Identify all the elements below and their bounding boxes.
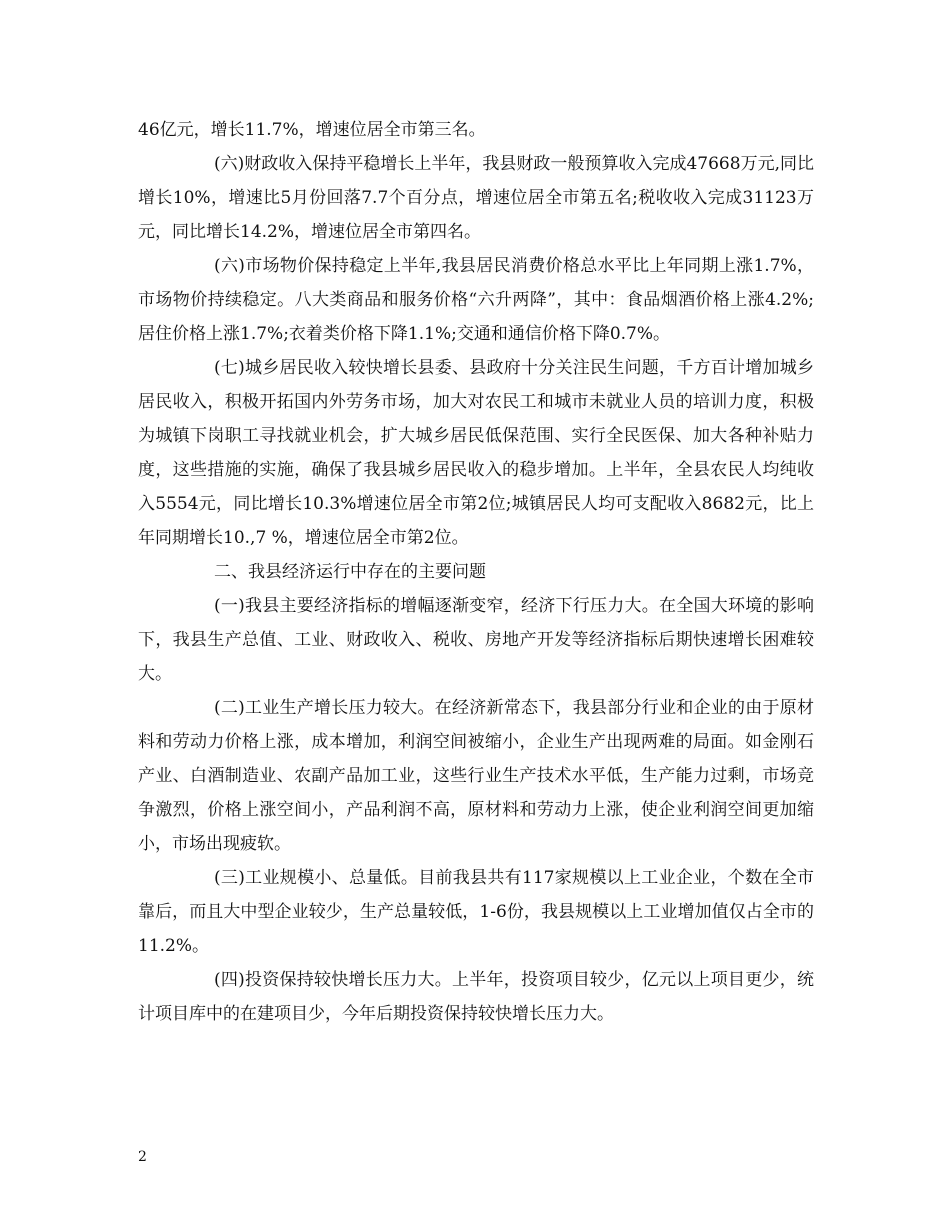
paragraph-problem-4: (四)投资保持较快增长压力大。上半年，投资项目较少，亿元以上项目更少，统计项目库中的在建项目少，今年后期投资保持较快增长压力大。	[138, 970, 814, 1024]
section-heading-main-problems: 二、我县经济运行中存在的主要问题	[214, 562, 486, 582]
paragraph-market-prices: (六)市场物价保持稳定上半年,我县居民消费价格总水平比上年同期上涨1.7%，市场物价持续稳定。八大类商品和服务价格“六升两降”，其中：食品烟酒价格上涨4.2%;居住价格上涨1.7%;衣着类价格下降1.1%;交通和通信价格下降0.7%。	[138, 256, 814, 344]
paragraph-continuation: 46亿元，增长11.7%，增速位居全市第三名。	[138, 120, 486, 140]
paragraph-problem-2: (二)工业生产增长压力较大。在经济新常态下，我县部分行业和企业的由于原材料和劳动力价格上涨，成本增加，利润空间被缩小，企业生产出现两难的局面。如金刚石产业、白酒制造业、农副产品加工业，这些行业生产技术水平低，生产能力过剩，市场竞争激烈，价格上涨空间小，产品利润不高，原材料和劳动力上涨，使企业利润空间更加缩小，市场出现疲软。	[138, 698, 814, 854]
paragraph-resident-income: (七)城乡居民收入较快增长县委、县政府十分关注民生问题，千方百计增加城乡居民收入，积极开拓国内外劳务市场，加大对农民工和城市未就业人员的培训力度，积极为城镇下岗职工寻找就业机会，扩大城乡居民低保范围、实行全民医保、加大各种补贴力度，这些措施的实施，确保了我县城乡居民收入的稳步增加。上半年，全县农民人均纯收入5554元，同比增长10.3%增速位居全市第2位;城镇居民人均可支配收入8682元，比上年同期增长10.,7 %，增速位居全市第2位。	[138, 358, 814, 548]
paragraph-problem-1: (一)我县主要经济指标的增幅逐渐变窄，经济下行压力大。在全国大环境的影响下，我县生产总值、工业、财政收入、税收、房地产开发等经济指标后期快速增长困难较大。	[138, 596, 814, 684]
page-number: 2	[138, 1149, 147, 1165]
body-text	[138, 113, 814, 1031]
paragraph-problem-3: (三)工业规模小、总量低。目前我县共有117家规模以上工业企业，个数在全市靠后，而且大中型企业较少，生产总量较低，1-6份，我县规模以上工业增加值仅占全市的11.2%。	[138, 868, 814, 956]
paragraph-fiscal-revenue: (六)财政收入保持平稳增长上半年，我县财政一般预算收入完成47668万元,同比增长10%，增速比5月份回落7.7个百分点，增速位居全市第五名;税收收入完成31123万元，同比增长14.2%，增速位居全市第四名。	[138, 154, 814, 242]
